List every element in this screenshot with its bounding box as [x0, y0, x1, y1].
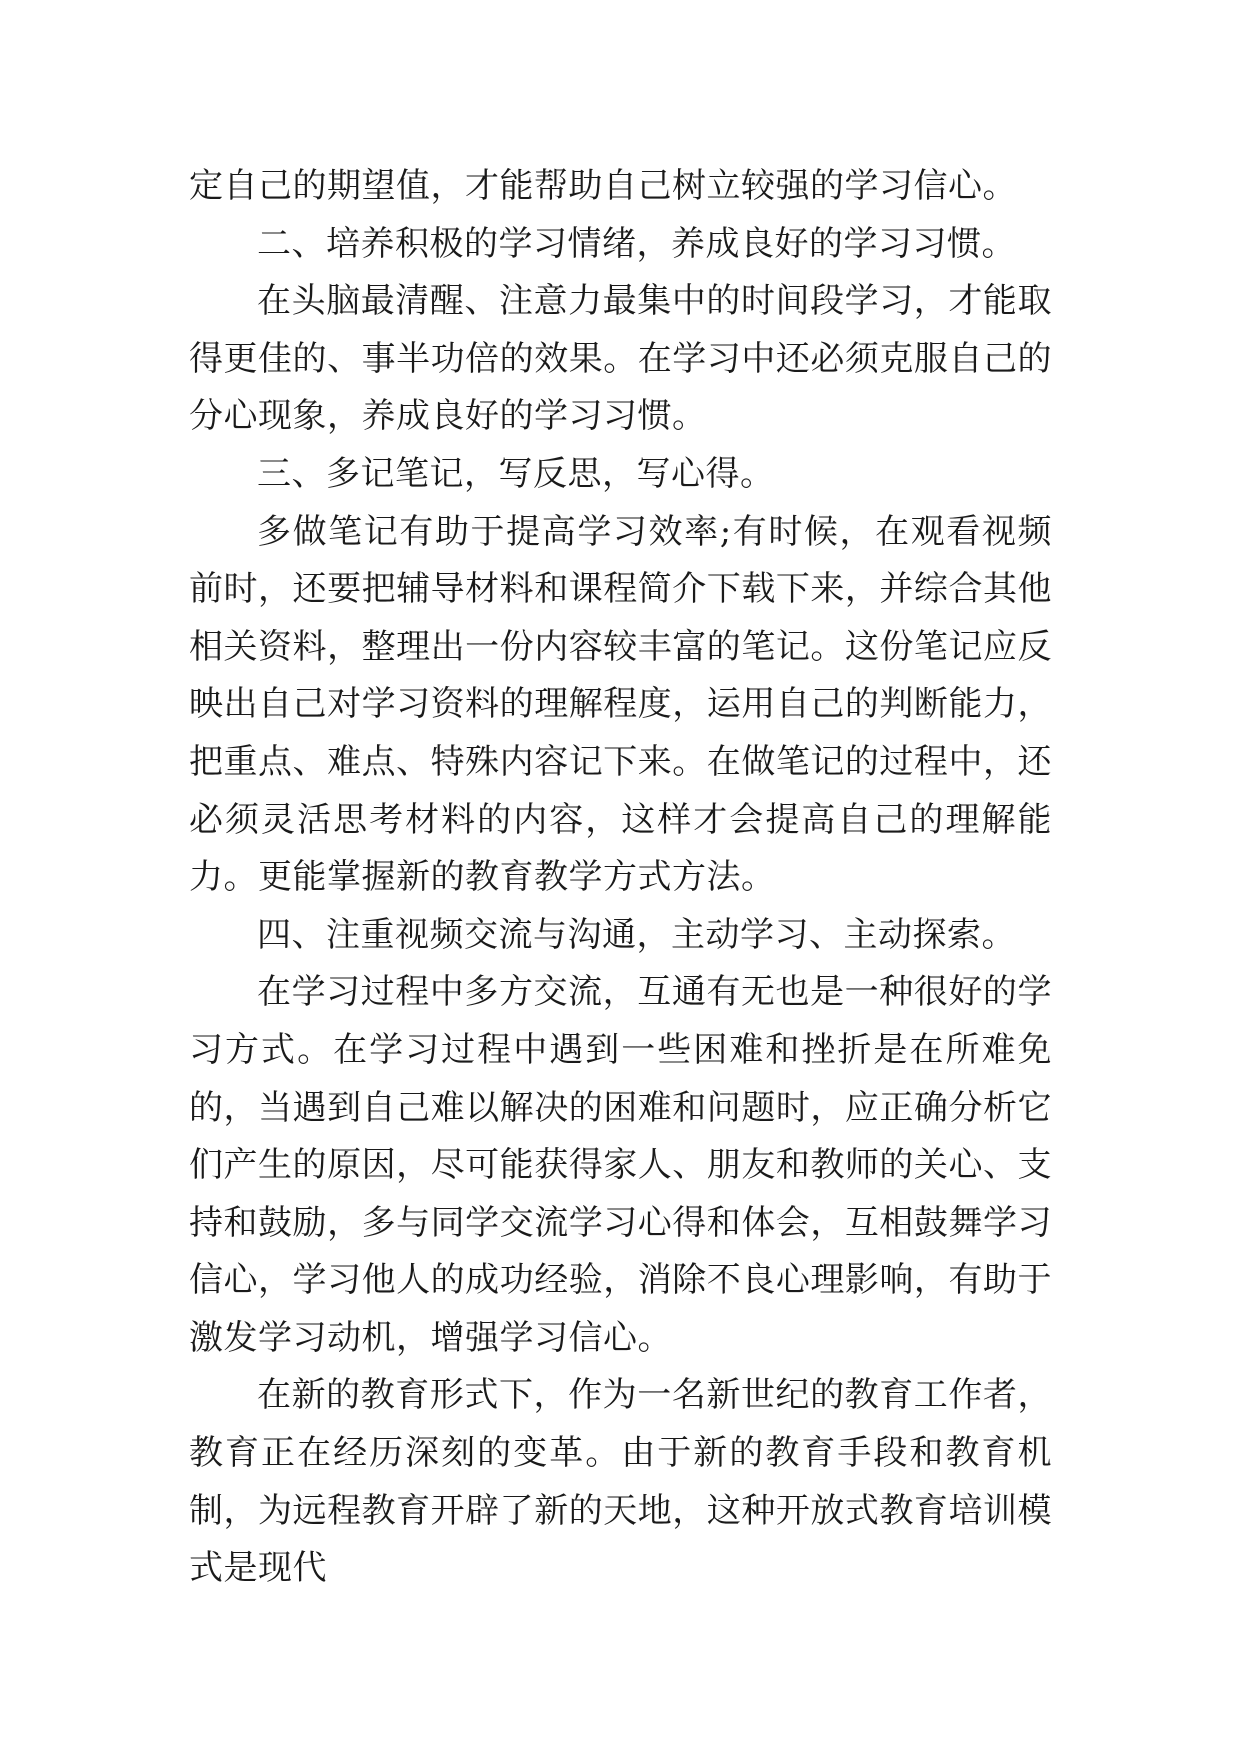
section-heading-4: 四、注重视频交流与沟通，主动学习、主动探索。: [257, 914, 1016, 955]
paragraph: 在头脑最清醒、注意力最集中的时间段学习，才能取得更佳的、事半功倍的效果。在学习中还必须克服自己的分心现象，养成良好的学习习惯。: [189, 281, 1052, 437]
section-heading-2: 二、培养积极的学习情绪，养成良好的学习习惯。: [257, 223, 1016, 264]
section-heading-3: 三、多记笔记，写反思，写心得。: [257, 453, 775, 494]
paragraph: 在新的教育形式下，作为一名新世纪的教育工作者，教育正在经历深刻的变革。由于新的教育手段和教育机制，为远程教育开辟了新的天地，这种开放式教育培训模式是现代: [189, 1375, 1052, 1589]
paragraph: 在学习过程中多方交流，互通有无也是一种很好的学习方式。在学习过程中遇到一些困难和挫折是在所难免的，当遇到自己难以解决的困难和问题时，应正确分析它们产生的原因，尽可能获得家人、朋友和教师的关心、支持和鼓励，多与同学交流学习心得和体会，互相鼓舞学习信心，学习他人的成功经验，消除不良心理影响，有助于激发学习动机，增强学习信心。: [189, 972, 1052, 1358]
paragraph: 多做笔记有助于提高学习效率;有时候，在观看视频前时，还要把辅导材料和课程简介下载下来，并综合其他相关资料，整理出一份内容较丰富的笔记。这份笔记应反映出自己对学习资料的理解程度，运用自己的判断能力，把重点、难点、特殊内容记下来。在做笔记的过程中，还必须灵活思考材料的内容，这样才会提高自己的理解能力。更能掌握新的教育教学方式方法。: [189, 511, 1052, 898]
paragraph-continuation: 定自己的期望值，才能帮助自己树立较强的学习信心。: [189, 166, 1017, 206]
document-body: [189, 158, 1052, 1598]
